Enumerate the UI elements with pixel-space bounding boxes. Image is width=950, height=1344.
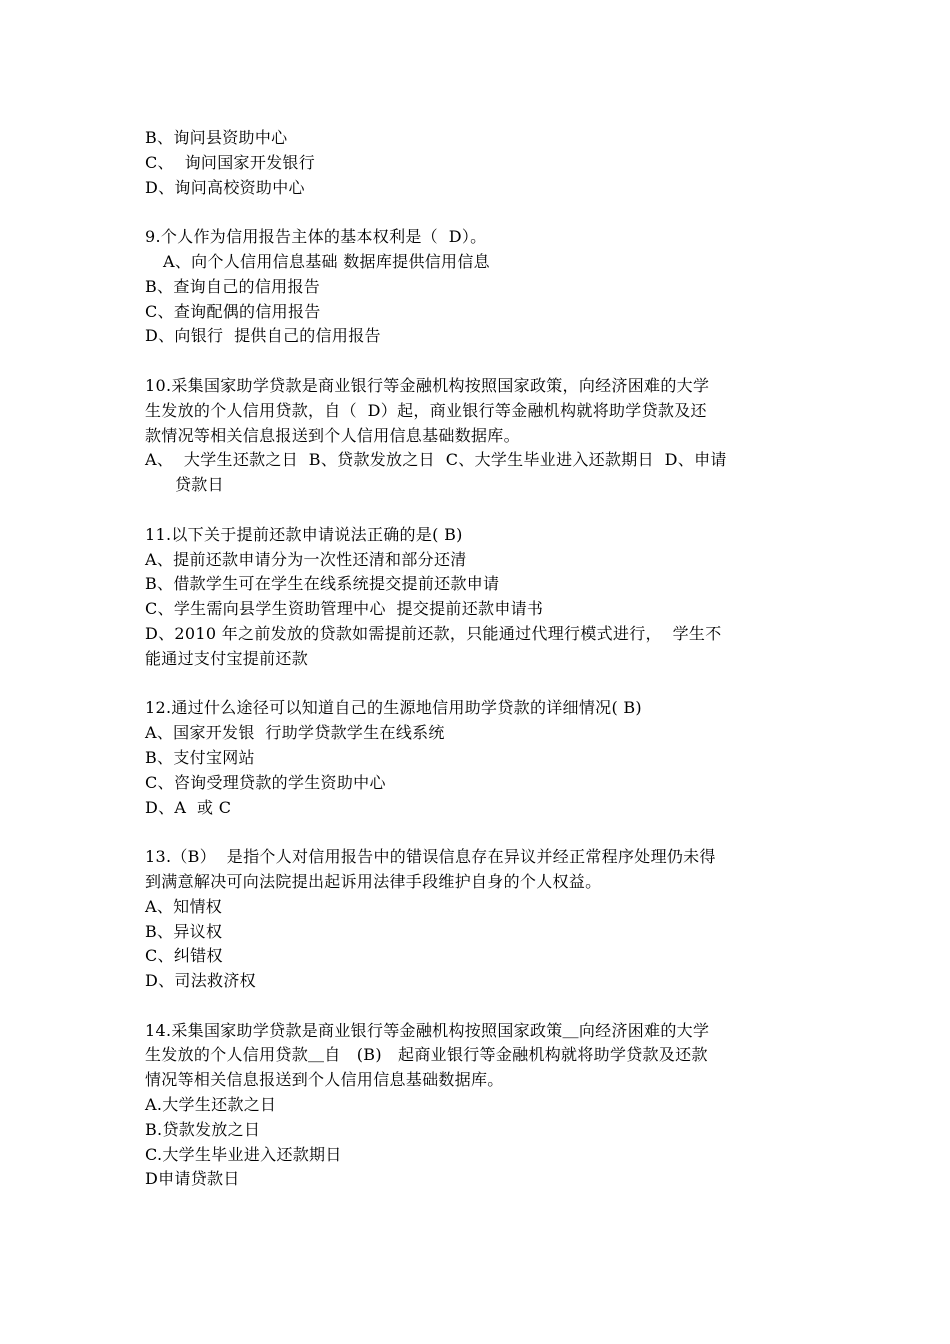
option-c: C、咨询受理贷款的学生资助中心 <box>145 772 386 792</box>
option-b: B、支付宝网站 <box>145 747 255 767</box>
spacer <box>145 820 810 845</box>
option-d: D、询问高校资助中心 <box>145 177 305 197</box>
option-a: A、向个人信用信息基础 数据库提供信用信息 <box>163 251 490 271</box>
options-line-continued: 贷款日 <box>175 475 224 495</box>
option-c: C、纠错权 <box>145 946 223 966</box>
option-b: B、询问县资助中心 <box>145 128 288 147</box>
option-b: B.贷款发放之日 <box>145 1119 261 1139</box>
option-d-line-continued: 能通过支付宝提前还款 <box>145 648 309 668</box>
option-c: C、查询配偶的信用报告 <box>145 301 321 321</box>
question-14 <box>145 1019 810 1193</box>
spacer <box>145 349 810 374</box>
option-c: C、学生需向县学生资助管理中心 提交提前还款申请书 <box>145 599 544 619</box>
question-stem-line: 10.采集国家助学贷款是商业银行等金融机构按照国家政策，向经济困难的大学 <box>145 375 710 395</box>
option-d: D申请贷款日 <box>145 1169 240 1189</box>
option-c: C、 询问国家开发银行 <box>145 152 316 172</box>
option-c: C.大学生毕业进入还款期日 <box>145 1144 342 1164</box>
question-stem-line: 生发放的个人信用贷款＿自 (B) 起商业银行等金融机构就将助学贷款及还款 <box>145 1045 708 1065</box>
question-stem-line: 到满意解决可向法院提出起诉用法律手段维护自身的个人权益。 <box>145 871 602 891</box>
spacer <box>145 672 810 697</box>
question-stem: 9.个人作为信用报告主体的基本权利是（ D）。 <box>145 227 487 247</box>
spacer <box>145 994 810 1019</box>
option-a: A、国家开发银 行助学贷款学生在线系统 <box>145 723 445 743</box>
option-d-line: D、2010 年之前发放的贷款如需提前还款，只能通过代理行模式进行， 学生不 <box>145 623 722 643</box>
question-10 <box>145 374 810 498</box>
question-11 <box>145 523 810 672</box>
option-d: D、A 或 C <box>145 797 232 817</box>
option-a: A、知情权 <box>145 896 223 916</box>
options-line: A、 大学生还款之日 B、贷款发放之日 C、大学生毕业进入还款期日 D、申请 <box>145 450 727 470</box>
question-stem-line: 款情况等相关信息报送到个人信用信息基础数据库。 <box>145 425 520 445</box>
option-d: D、向银行 提供自己的信用报告 <box>145 326 381 346</box>
option-a: A、提前还款申请分为一次性还清和部分还清 <box>145 549 467 569</box>
question-8-options <box>145 126 810 200</box>
question-stem-line: 14.采集国家助学贷款是商业银行等金融机构按照国家政策＿向经济困难的大学 <box>145 1020 710 1040</box>
option-b: B、异议权 <box>145 921 223 941</box>
question-13 <box>145 845 810 994</box>
document-body <box>145 126 810 1192</box>
question-9 <box>145 225 810 349</box>
question-stem-line: 生发放的个人信用贷款，自（ D）起，商业银行等金融机构就将助学贷款及还 <box>145 400 707 420</box>
question-stem-line: 情况等相关信息报送到个人信用信息基础数据库。 <box>145 1070 504 1090</box>
question-12 <box>145 696 810 820</box>
option-d: D、司法救济权 <box>145 971 256 991</box>
option-b: B、借款学生可在学生在线系统提交提前还款申请 <box>145 574 500 594</box>
question-stem: 12.通过什么途径可以知道自己的生源地信用助学贷款的详细情况( B) <box>145 698 642 718</box>
spacer <box>145 498 810 523</box>
question-stem: 11.以下关于提前还款申请说法正确的是( B) <box>145 524 463 544</box>
spacer <box>145 200 810 225</box>
question-stem-line: 13.（B） 是指个人对信用报告中的错误信息存在异议并经正常程序处理仍未得 <box>145 847 716 867</box>
option-b: B、查询自己的信用报告 <box>145 276 321 296</box>
option-a: A.大学生还款之日 <box>145 1095 277 1115</box>
